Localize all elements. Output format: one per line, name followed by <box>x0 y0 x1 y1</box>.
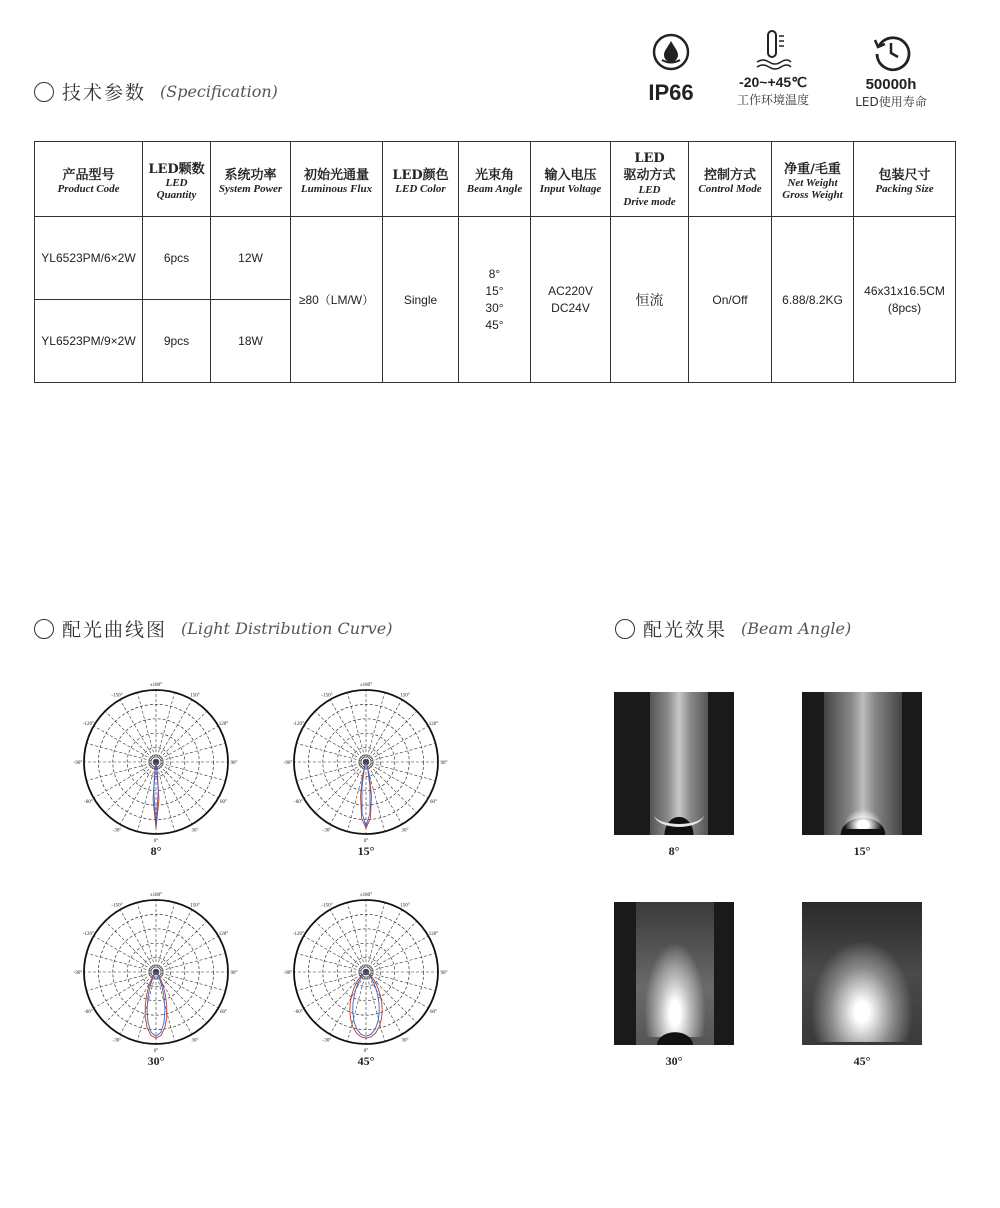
polar-angle-label: -90° <box>73 761 83 766</box>
polar-angle-label: -150° <box>321 903 333 909</box>
spec-title-cn: 技术参数 <box>62 82 147 104</box>
thermometer-icon <box>753 28 793 72</box>
header-cell: 输入电压 Input Voltage <box>531 142 611 217</box>
polar-angle-label: -120° <box>292 932 305 937</box>
polar-angle-label: 90° <box>440 971 448 976</box>
polar-radial-line <box>347 902 366 972</box>
polar-angle-label: 60° <box>430 800 438 805</box>
temperature-badge <box>726 28 820 108</box>
polar-angle-label: 150° <box>190 903 200 909</box>
polar-radial-line <box>86 972 156 991</box>
beam-angle-cell: 8° 15° 30° 45° <box>459 217 531 383</box>
temperature-caption: 工作环境温度 <box>736 93 809 107</box>
packing-size-cell: 46x31x16.5CM (8pcs) <box>854 217 956 383</box>
led-qty-cell: 9pcs <box>143 300 211 383</box>
polar-radial-line <box>156 936 218 972</box>
polar-radial-line <box>105 762 156 813</box>
polar-angle-label: -90° <box>283 971 293 976</box>
polar-angle-label: -30° <box>322 1038 332 1044</box>
polar-radial-line <box>137 692 156 762</box>
beam-image-15 <box>802 692 922 835</box>
polar-radial-line <box>304 972 366 1008</box>
polar-radial-line <box>120 910 156 972</box>
polar-radial-line <box>86 762 156 781</box>
polar-angle-label: 30° <box>191 828 199 834</box>
polar-radial-line <box>366 692 385 762</box>
spec-table <box>34 141 956 383</box>
polar-chart-30 <box>70 890 242 1054</box>
polar-angle-label: 30° <box>401 1038 409 1044</box>
flux-cell: ≥80（LM/W） <box>291 217 383 383</box>
polar-radial-line <box>156 711 207 762</box>
polar-angle-label: -30° <box>322 828 332 834</box>
polar-radial-line <box>156 972 175 1042</box>
circle-bullet-icon <box>34 82 54 102</box>
polar-radial-line <box>156 921 207 972</box>
polar-radial-line <box>330 972 366 1034</box>
curve-caption-45: 45° <box>357 1054 375 1068</box>
polar-radial-line <box>86 743 156 762</box>
beam-image-8 <box>614 692 734 835</box>
polar-radial-line <box>366 743 436 762</box>
polar-angle-label: ±180° <box>359 683 373 688</box>
polar-radial-line <box>366 936 428 972</box>
polar-angle-label: -60° <box>294 1010 303 1015</box>
polar-angle-label: 120° <box>218 722 229 727</box>
curve-title-en: (Light Distribution Curve) <box>181 619 393 638</box>
polar-chart-45 <box>280 890 452 1054</box>
polar-angle-label: -30° <box>112 828 122 834</box>
color-cell: Single <box>383 217 459 383</box>
polar-radial-line <box>137 902 156 972</box>
polar-angle-label: 0° <box>153 1049 159 1054</box>
polar-angle-label: 0° <box>363 1049 369 1054</box>
header-cell: 初始光通量 Luminous Flux <box>291 142 383 217</box>
polar-angle-label: 0° <box>363 839 369 844</box>
polar-angle-label: 150° <box>400 903 410 909</box>
polar-radial-line <box>156 762 192 824</box>
polar-angle-label: 120° <box>428 722 439 727</box>
polar-angle-label: 30° <box>191 1038 199 1044</box>
polar-angle-label: 60° <box>430 1010 438 1015</box>
beam-title-cn: 配光效果 <box>643 619 728 641</box>
table-header-row <box>35 142 956 217</box>
polar-radial-line <box>137 972 156 1042</box>
polar-angle-label: -60° <box>84 800 93 805</box>
polar-radial-line <box>296 953 366 972</box>
polar-radial-line <box>156 692 175 762</box>
header-cell: 产品型号 Product Code <box>35 142 143 217</box>
polar-radial-line <box>304 726 366 762</box>
polar-radial-line <box>296 762 366 781</box>
header-cell: 包装尺寸 Packing Size <box>854 142 956 217</box>
drive-mode-cell: 恒流 <box>611 217 689 383</box>
header-cell: 控制方式 Control Mode <box>689 142 772 217</box>
polar-radial-line <box>156 700 192 762</box>
polar-radial-line <box>304 936 366 972</box>
polar-angle-label: -90° <box>283 761 293 766</box>
lifespan-text: 50000h <box>865 76 917 93</box>
polar-radial-line <box>105 921 156 972</box>
polar-radial-line <box>366 910 402 972</box>
lifespan-badge <box>846 32 936 110</box>
circle-bullet-icon <box>615 619 635 639</box>
polar-radial-line <box>366 726 428 762</box>
spec-title-en: (Specification) <box>160 82 278 101</box>
polar-radial-line <box>366 762 428 798</box>
polar-angle-label: -150° <box>111 693 123 699</box>
polar-angle-label: ±180° <box>149 683 163 688</box>
polar-radial-line <box>330 700 366 762</box>
polar-radial-line <box>366 921 417 972</box>
curve-caption-30: 30° <box>147 1054 165 1068</box>
polar-radial-line <box>105 711 156 762</box>
clock-icon <box>871 32 911 72</box>
polar-radial-line <box>156 972 226 991</box>
polar-radial-line <box>366 972 436 991</box>
polar-radial-line <box>366 902 385 972</box>
beam-caption-45: 45° <box>853 1054 871 1068</box>
polar-angle-label: 90° <box>440 761 448 766</box>
header-cell: LED颜色 LED Color <box>383 142 459 217</box>
polar-radial-line <box>94 936 156 972</box>
polar-angle-label: 90° <box>230 971 238 976</box>
polar-radial-line <box>366 762 417 813</box>
beam-caption-8: 8° <box>668 844 680 858</box>
polar-radial-line <box>347 692 366 762</box>
polar-angle-label: 150° <box>190 693 200 699</box>
polar-radial-line <box>156 726 218 762</box>
polar-angle-label: ±180° <box>359 893 373 898</box>
polar-radial-line <box>366 700 402 762</box>
beam-image-45 <box>802 902 922 1045</box>
header-cell: 系统功率 System Power <box>211 142 291 217</box>
polar-radial-line <box>120 700 156 762</box>
spec-section-title <box>34 78 278 105</box>
polar-radial-line <box>366 972 402 1034</box>
polar-angle-label: 30° <box>401 828 409 834</box>
polar-radial-line <box>156 762 218 798</box>
polar-radial-line <box>366 953 436 972</box>
beam-caption-15: 15° <box>853 844 871 858</box>
polar-angle-label: 150° <box>400 693 410 699</box>
header-cell: 净重/毛重 Net Weight Gross Weight <box>772 142 854 217</box>
polar-radial-line <box>94 762 156 798</box>
polar-radial-line <box>315 921 366 972</box>
polar-radial-line <box>86 953 156 972</box>
polar-angle-label: -150° <box>321 693 333 699</box>
temperature-text: -20~+45℃ <box>739 74 807 90</box>
polar-radial-line <box>315 762 366 813</box>
header-cell: LED颗数 LED Quantity <box>143 142 211 217</box>
polar-angle-label: -90° <box>73 971 83 976</box>
polar-radial-line <box>156 902 175 972</box>
polar-angle-label: -150° <box>111 903 123 909</box>
voltage-cell: AC220V DC24V <box>531 217 611 383</box>
curve-section-title <box>34 615 392 642</box>
control-mode-cell: On/Off <box>689 217 772 383</box>
polar-radial-line <box>366 762 436 781</box>
table-row <box>35 217 956 300</box>
polar-radial-line <box>156 762 226 781</box>
header-cell: LED 驱动方式 LED Drive mode <box>611 142 689 217</box>
curve-caption-15: 15° <box>357 844 375 858</box>
polar-radial-line <box>304 762 366 798</box>
beam-section-title <box>615 615 851 642</box>
polar-angle-label: -30° <box>112 1038 122 1044</box>
weight-cell: 6.88/8.2KG <box>772 217 854 383</box>
power-cell: 12W <box>211 217 291 300</box>
product-code-cell: YL6523PM/6×2W <box>35 217 143 300</box>
polar-radial-line <box>330 910 366 972</box>
polar-radial-line <box>94 726 156 762</box>
polar-angle-label: 0° <box>153 839 159 844</box>
polar-angle-label: -60° <box>294 800 303 805</box>
polar-radial-line <box>296 743 366 762</box>
product-code-cell: YL6523PM/9×2W <box>35 300 143 383</box>
polar-angle-label: 120° <box>218 932 229 937</box>
ip-rating-text: IP66 <box>648 80 694 105</box>
beam-caption-30: 30° <box>665 1054 683 1068</box>
polar-radial-line <box>156 953 226 972</box>
polar-chart-15 <box>280 680 452 844</box>
polar-radial-line <box>156 910 192 972</box>
polar-angle-label: -120° <box>82 722 95 727</box>
led-qty-cell: 6pcs <box>143 217 211 300</box>
polar-angle-label: 60° <box>220 800 228 805</box>
circle-bullet-icon <box>34 619 54 639</box>
polar-radial-line <box>94 972 156 1008</box>
polar-radial-line <box>366 711 417 762</box>
polar-angle-label: ±180° <box>149 893 163 898</box>
header-cell: 光束角 Beam Angle <box>459 142 531 217</box>
polar-angle-label: 60° <box>220 1010 228 1015</box>
polar-angle-label: -120° <box>82 932 95 937</box>
polar-angle-label: -60° <box>84 1010 93 1015</box>
polar-angle-label: 90° <box>230 761 238 766</box>
polar-radial-line <box>156 972 218 1008</box>
polar-radial-line <box>156 743 226 762</box>
ip-rating-badge <box>640 32 702 106</box>
polar-radial-line <box>366 972 428 1008</box>
polar-radial-line <box>315 711 366 762</box>
beam-image-30 <box>614 902 734 1045</box>
polar-angle-label: 120° <box>428 932 439 937</box>
power-cell: 18W <box>211 300 291 383</box>
beam-title-en: (Beam Angle) <box>741 619 852 638</box>
polar-radial-line <box>156 762 207 813</box>
polar-chart-8 <box>70 680 242 844</box>
polar-radial-line <box>120 762 156 824</box>
polar-angle-label: -120° <box>292 722 305 727</box>
polar-radial-line <box>296 972 366 991</box>
curve-caption-8: 8° <box>150 844 162 858</box>
water-drop-icon <box>651 32 691 72</box>
curve-title-cn: 配光曲线图 <box>62 619 168 641</box>
lifespan-caption: LED使用寿命 <box>855 95 927 109</box>
